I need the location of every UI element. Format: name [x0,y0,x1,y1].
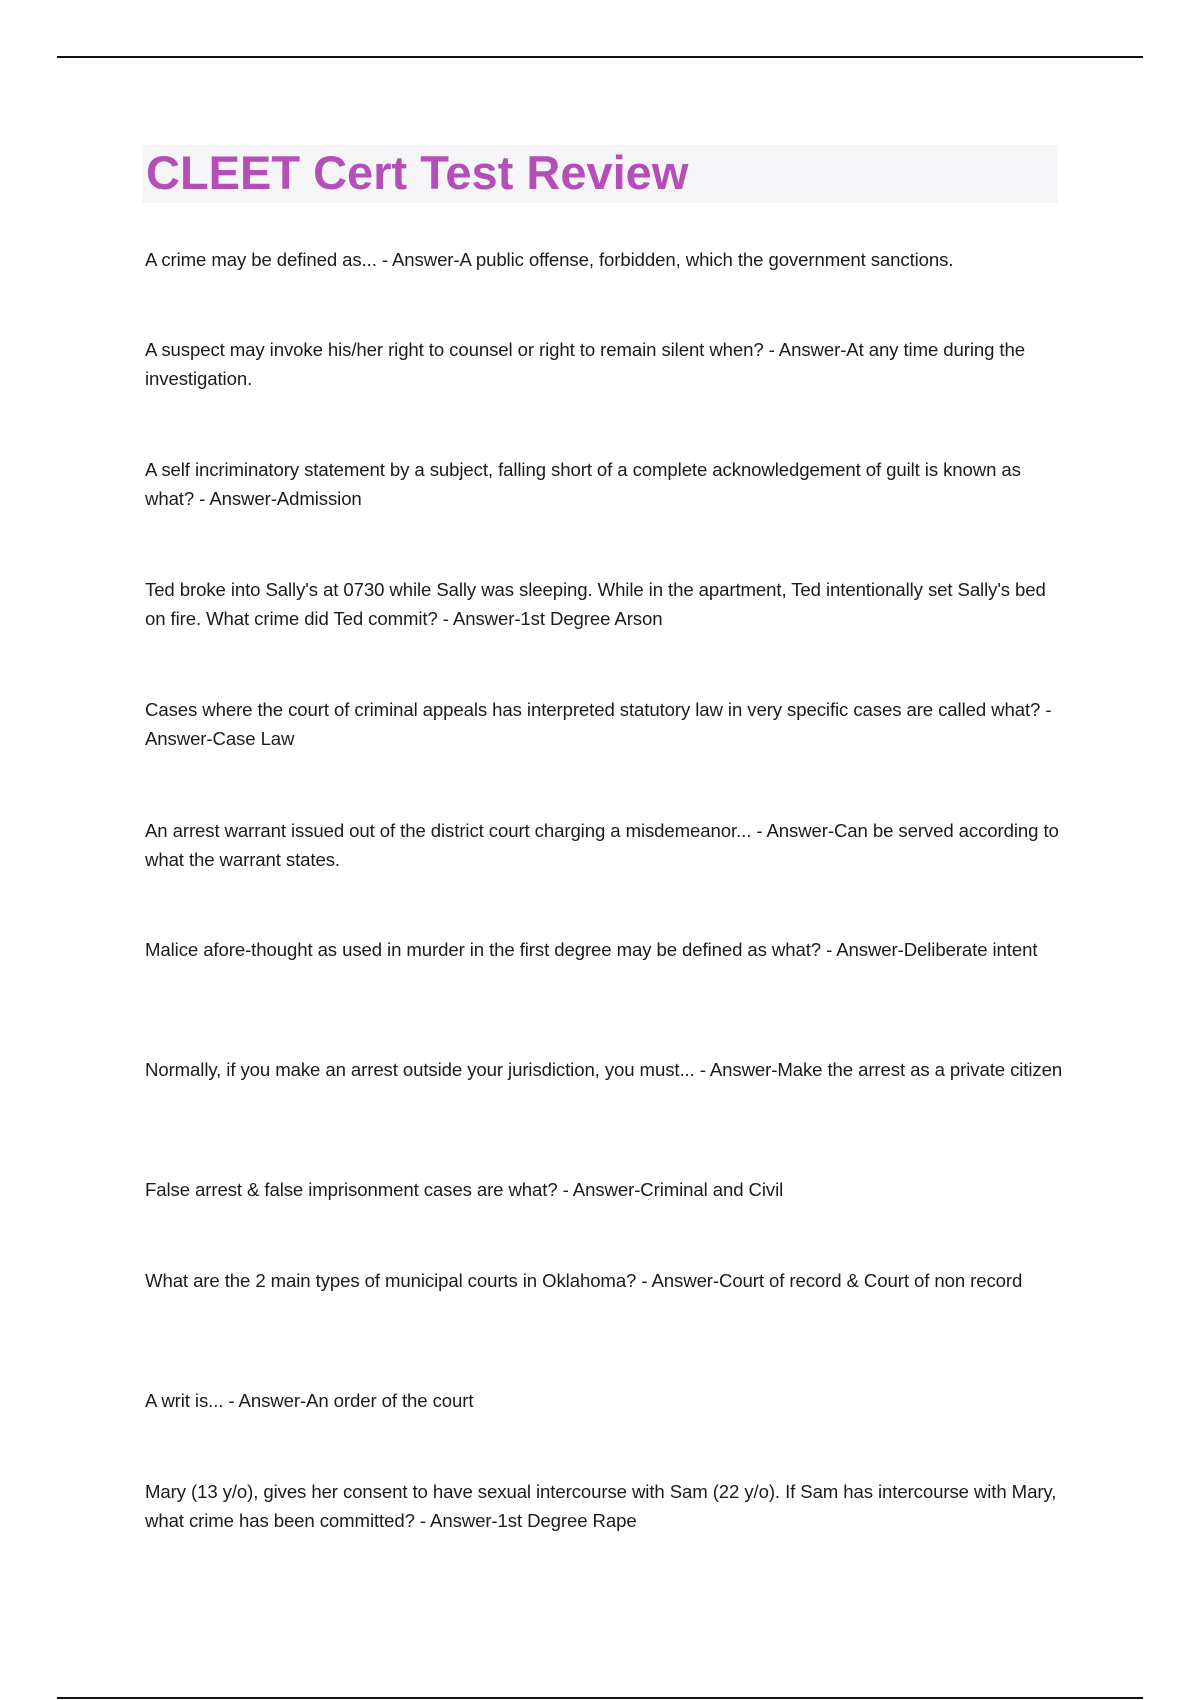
qa-item: An arrest warrant issued out of the district court charging a misdemeanor... - Answer-Can be served according to what the warrant states. [145,820,1059,870]
qa-item: A crime may be defined as... - Answer-A public offense, forbidden, which the government sanctions. [145,249,954,270]
qa-item: A self incriminatory statement by a subject, falling short of a complete acknowledgement of guilt is known as what? - Answer-Admission [145,459,1021,509]
page-title: CLEET Cert Test Review [146,146,689,199]
bottom-rule [57,1697,1143,1699]
qa-item: Cases where the court of criminal appeals has interpreted statutory law in very specific cases are called what? - Answer-Case Law [145,699,1052,749]
qa-item: A writ is... - Answer-An order of the court [145,1390,474,1411]
qa-item: What are the 2 main types of municipal courts in Oklahoma? - Answer-Court of record & Court of non record [145,1270,1023,1291]
qa-item: A suspect may invoke his/her right to counsel or right to remain silent when? - Answer-At any time during the investigation. [145,339,1025,389]
qa-item: Normally, if you make an arrest outside your jurisdiction, you must... - Answer-Make the arrest as a private citizen [145,1059,1063,1080]
top-rule [57,56,1143,58]
qa-item: Mary (13 y/o), gives her consent to have sexual intercourse with Sam (22 y/o). If Sam has intercourse with Mary, what crime has been committed? - Answer-1st Degree Rape [145,1481,1057,1531]
qa-item: False arrest & false imprisonment cases are what? - Answer-Criminal and Civil [145,1179,784,1200]
qa-item: Malice afore-thought as used in murder in the first degree may be defined as what? - Answer-Deliberate intent [145,939,1038,960]
qa-item: Ted broke into Sally's at 0730 while Sally was sleeping. While in the apartment, Ted intentionally set Sally's bed on fire. What crime did Ted commit? - Answer-1st Degree Arson [145,579,1046,629]
